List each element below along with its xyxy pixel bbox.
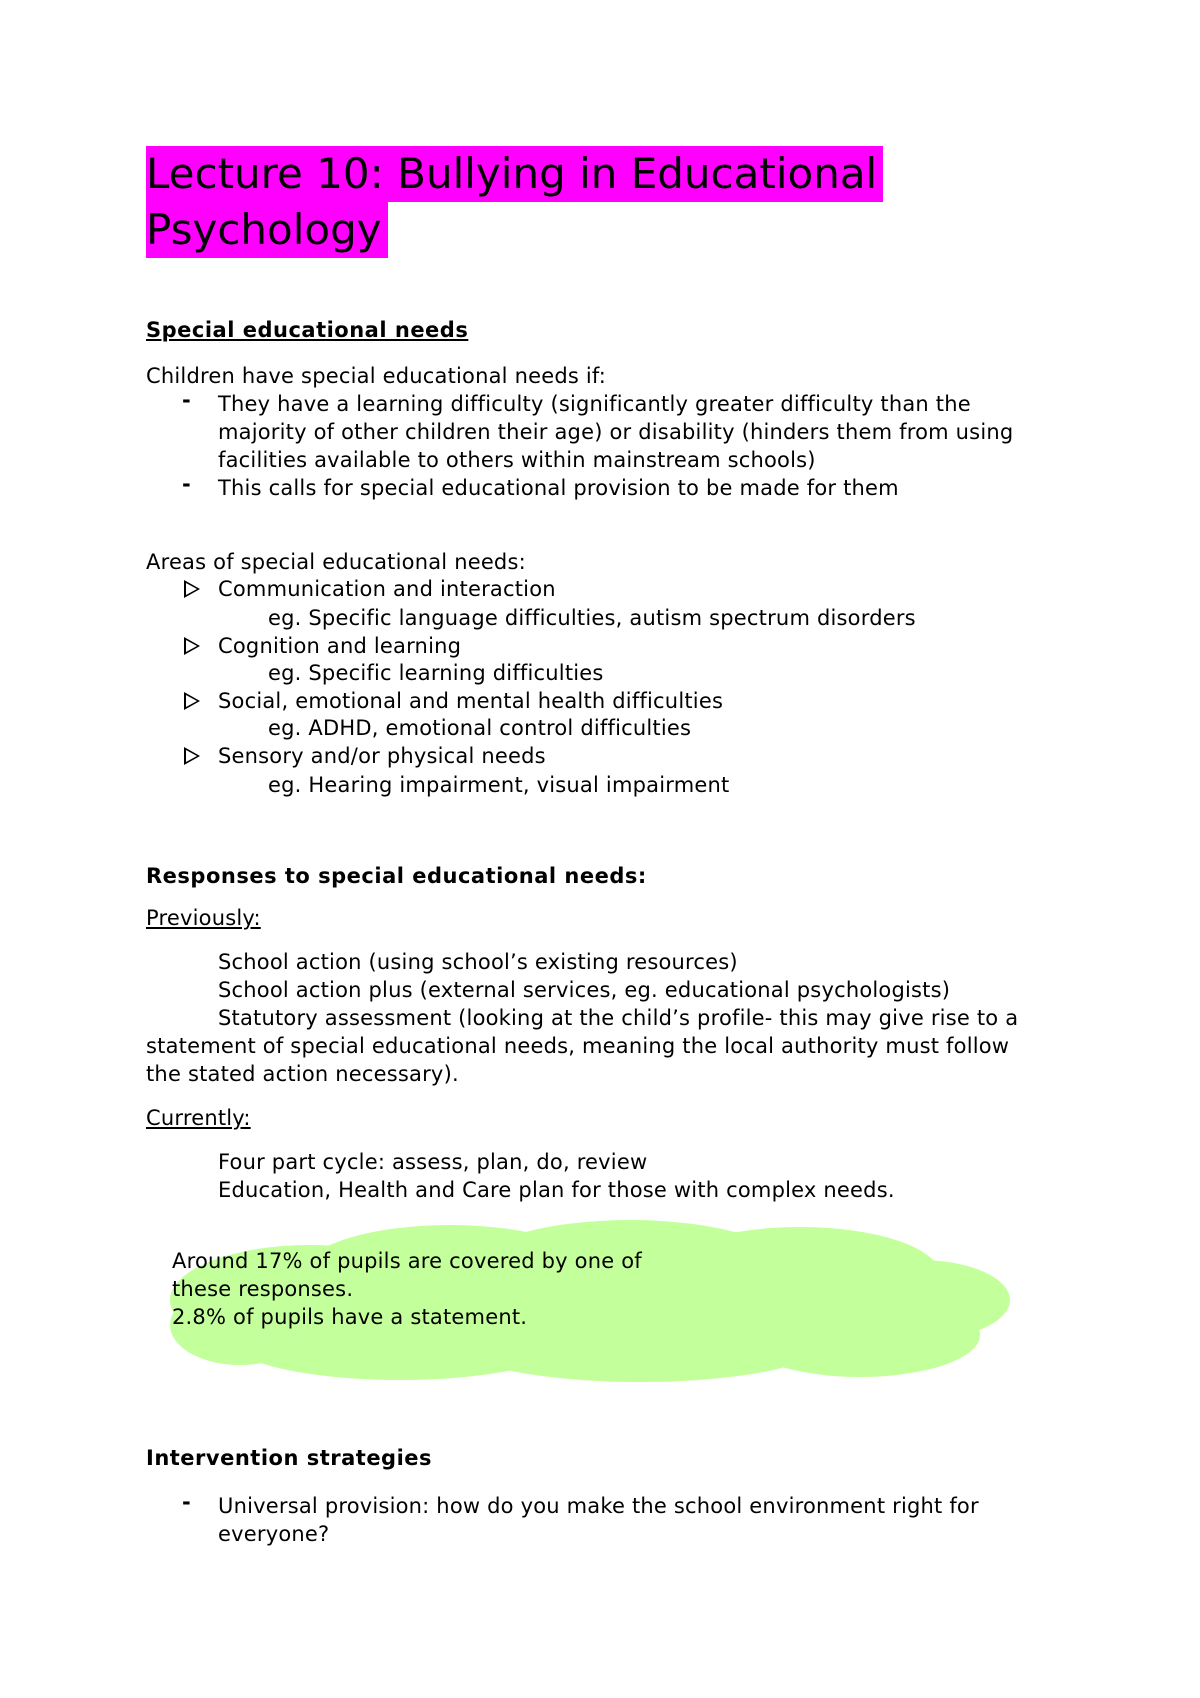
- area-item-label: Sensory and/or physical needs: [218, 744, 546, 768]
- callout-line: 2.8% of pupils have a statement.: [172, 1305, 528, 1329]
- dash-bullet: -: [182, 472, 191, 496]
- area-item-example: eg. Specific language difficulties, autism spectrum disorders: [268, 606, 916, 630]
- sen-bullet-2: This calls for special educational provision to be made for them: [218, 476, 899, 500]
- previously-line: the stated action necessary).: [146, 1062, 459, 1086]
- sen-bullet-1-line-2: majority of other children their age) or disability (hinders them from using: [218, 420, 1014, 444]
- triangle-bullet-icon: [184, 747, 200, 765]
- area-item-example: eg. ADHD, emotional control difficulties: [268, 716, 692, 740]
- area-item-label: Social, emotional and mental health difficulties: [218, 689, 724, 713]
- label-previously: Previously:: [146, 906, 261, 930]
- sen-intro: Children have special educational needs if:: [146, 364, 607, 388]
- currently-line: Education, Health and Care plan for those with complex needs.: [218, 1178, 895, 1202]
- heading-responses: Responses to special educational needs:: [146, 864, 647, 888]
- heading-intervention-strategies: Intervention strategies: [146, 1446, 433, 1470]
- area-item-example: eg. Hearing impairment, visual impairment: [268, 773, 730, 797]
- page-title-line-1: Lecture 10: Bullying in Educational: [146, 146, 883, 202]
- dash-bullet: -: [182, 1490, 191, 1514]
- area-item-label: Cognition and learning: [218, 634, 462, 658]
- area-item-label: Communication and interaction: [218, 577, 556, 601]
- intervention-bullet-1-line-2: everyone?: [218, 1522, 330, 1546]
- areas-intro: Areas of special educational needs:: [146, 550, 526, 574]
- callout-line: these responses.: [172, 1277, 354, 1301]
- area-item-example: eg. Specific learning difficulties: [268, 661, 604, 685]
- previously-line: statement of special educational needs, meaning the local authority must follow: [146, 1034, 1010, 1058]
- label-currently: Currently:: [146, 1106, 251, 1130]
- triangle-bullet-icon: [184, 580, 200, 598]
- previously-line: School action (using school’s existing resources): [218, 950, 738, 974]
- sen-bullet-1-line-1: They have a learning difficulty (significantly greater difficulty than the: [218, 392, 971, 416]
- page-title-line-2: Psychology: [146, 202, 388, 258]
- previously-line: Statutory assessment (looking at the child’s profile- this may give rise to a: [218, 1006, 1019, 1030]
- previously-line: School action plus (external services, eg. educational psychologists): [218, 978, 951, 1002]
- triangle-bullet-icon: [184, 637, 200, 655]
- callout-line: Around 17% of pupils are covered by one of: [172, 1249, 642, 1273]
- sen-bullet-1-line-3: facilities available to others within mainstream schools): [218, 448, 816, 472]
- triangle-bullet-icon: [184, 692, 200, 710]
- currently-line: Four part cycle: assess, plan, do, review: [218, 1150, 648, 1174]
- dash-bullet: -: [182, 388, 191, 412]
- heading-special-educational-needs: Special educational needs: [146, 318, 469, 342]
- intervention-bullet-1-line-1: Universal provision: how do you make the school environment right for: [218, 1494, 979, 1518]
